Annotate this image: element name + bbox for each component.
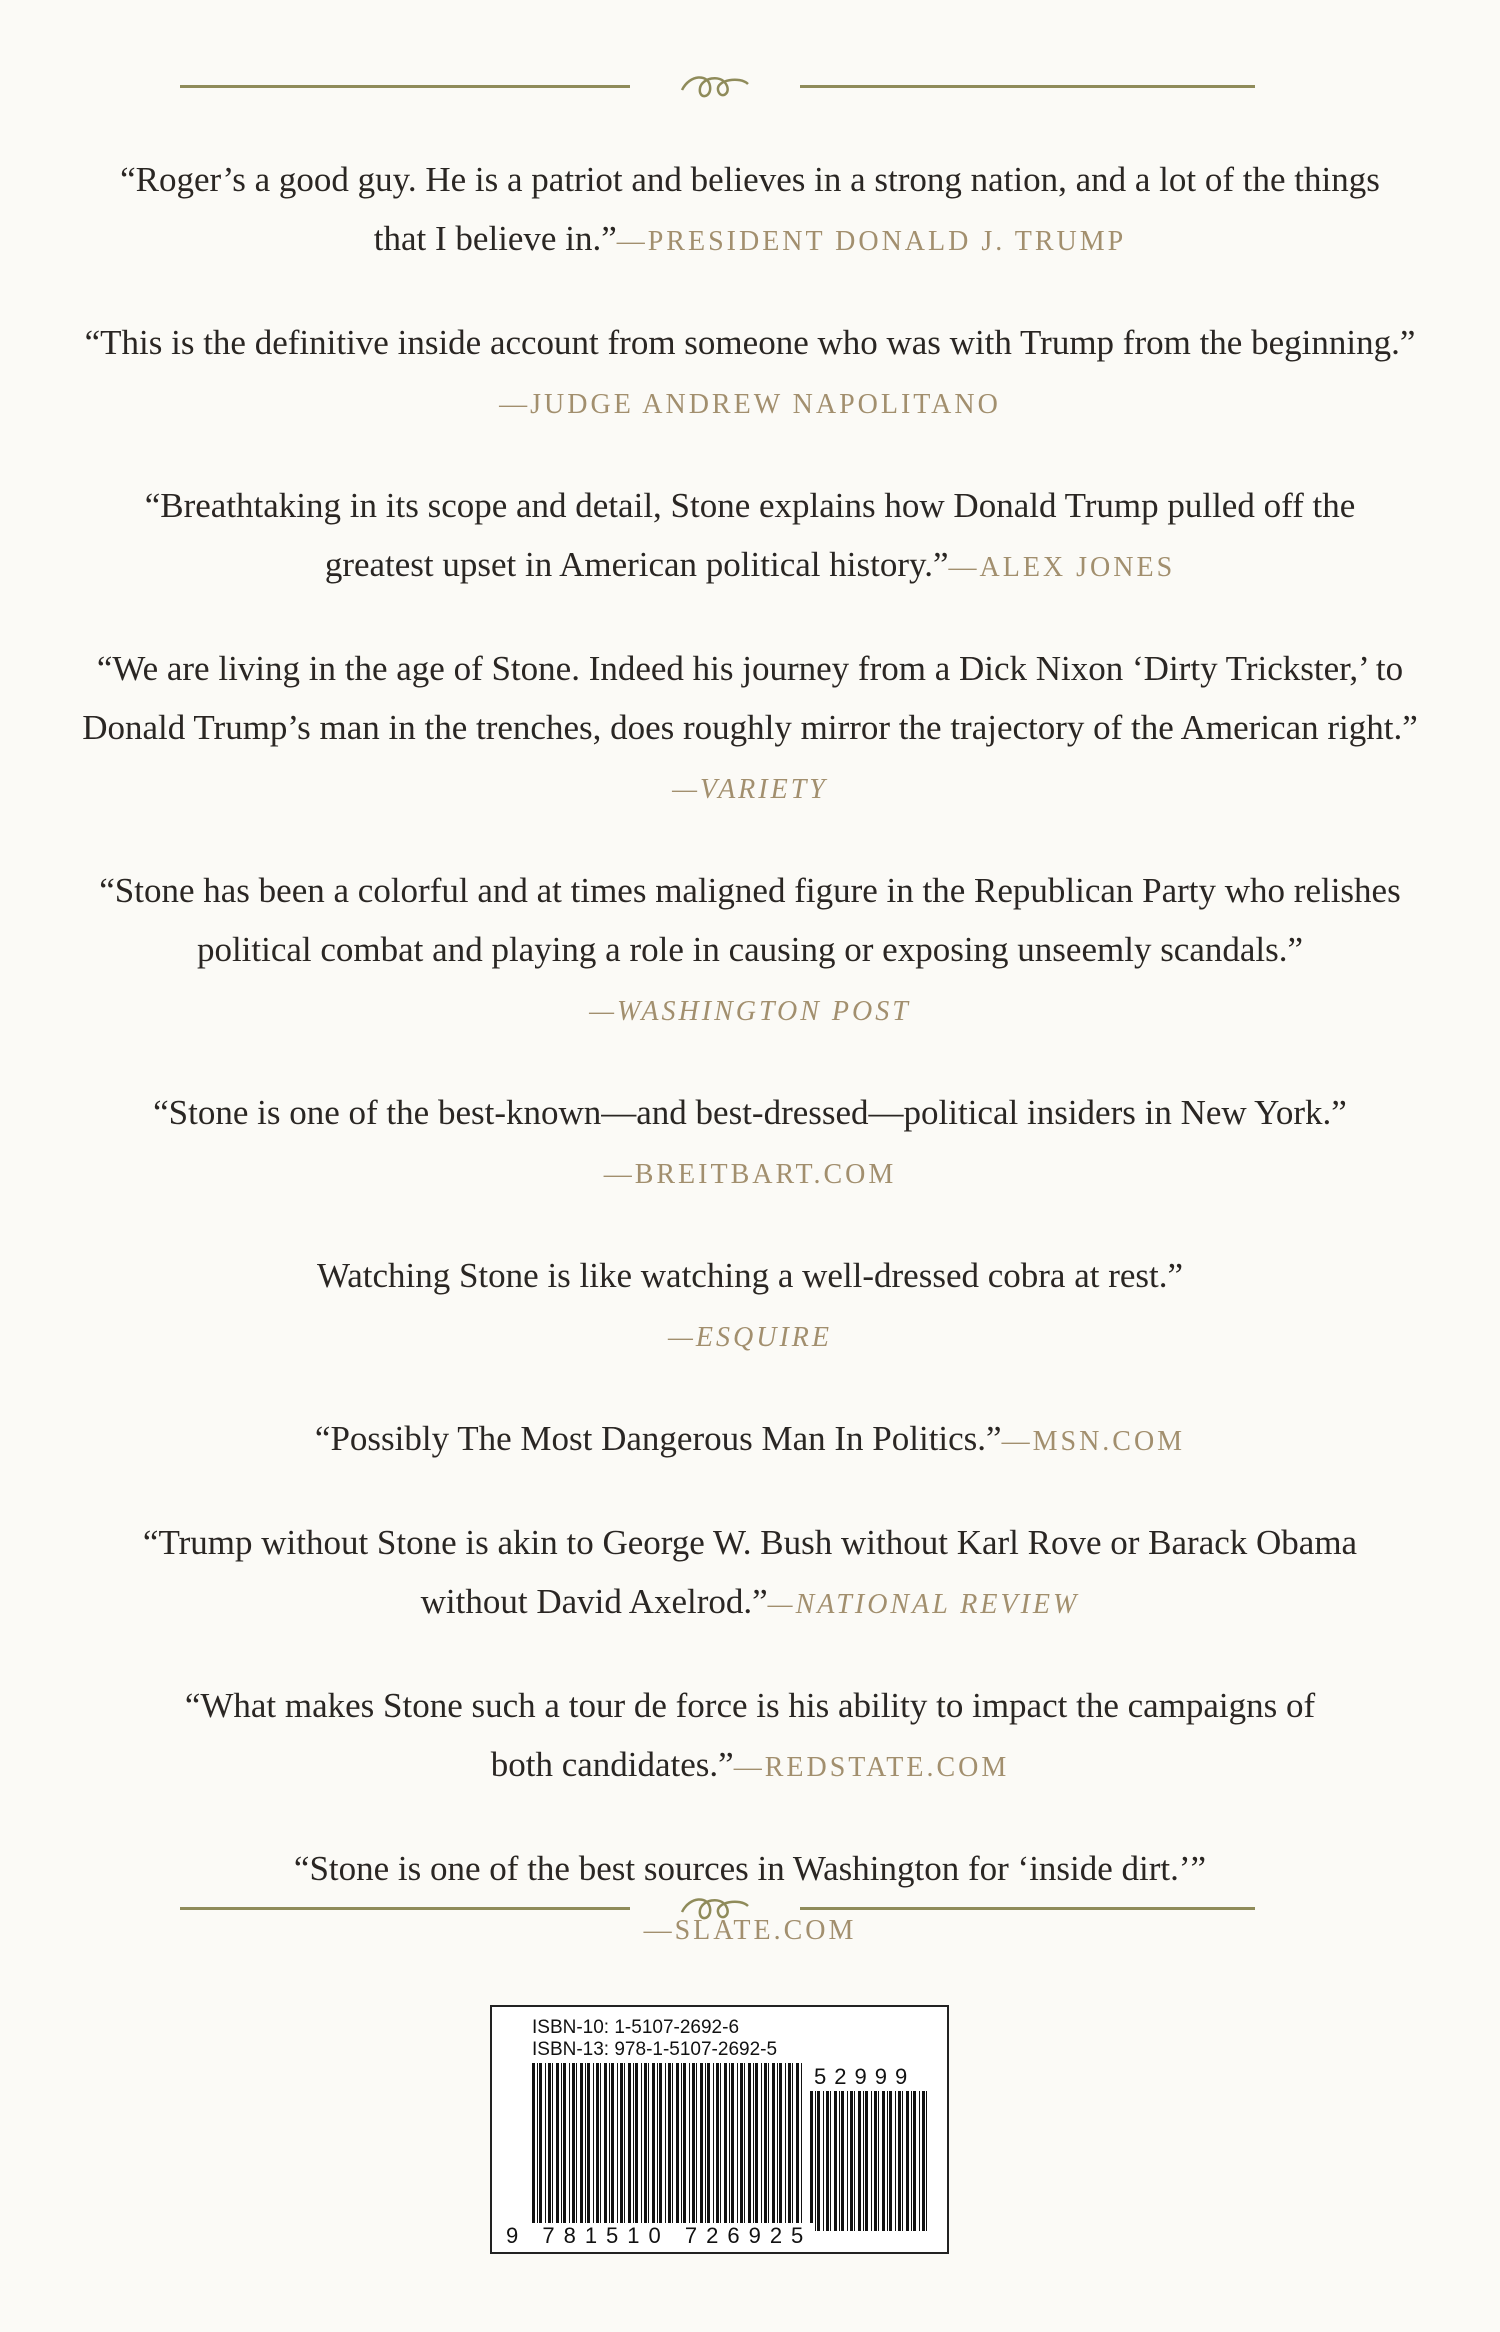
quote xyxy=(0,150,1500,271)
quote-text: both candidates.” xyxy=(490,1745,734,1784)
quote-attribution: —VARIETY xyxy=(672,774,828,805)
quote-text: “We are living in the age of Stone. Indeed his journey from a Dick Nixon ‘Dirty Trickster,’ to xyxy=(96,649,1404,688)
bottom-divider xyxy=(0,1888,1500,1928)
divider-rule xyxy=(800,1907,1255,1910)
divider-rule xyxy=(800,85,1255,88)
quote-attribution: —PRESIDENT DONALD J. TRUMP xyxy=(616,226,1127,257)
quote xyxy=(0,1409,1500,1471)
quote xyxy=(0,639,1500,819)
quote-text: “Stone is one of the best sources in Washington for ‘inside dirt.’” xyxy=(293,1849,1207,1888)
quote-text: Watching Stone is like watching a well-dressed cobra at rest.” xyxy=(316,1256,1184,1295)
isbn-10: ISBN-10: 1-5107-2692-6 xyxy=(532,2017,740,2038)
quote xyxy=(0,861,1500,1041)
quote-attribution: —NATIONAL REVIEW xyxy=(767,1589,1080,1620)
top-divider xyxy=(0,66,1500,106)
quote-text: “Stone is one of the best-known—and best-dressed—political insiders in New York.” xyxy=(153,1093,1347,1132)
quote-text: “Possibly The Most Dangerous Man In Politics.” xyxy=(314,1419,1002,1458)
quote-text: Donald Trump’s man in the trenches, does roughly mirror the trajectory of the American right.” xyxy=(82,708,1418,747)
quote-text: political combat and playing a role in causing or exposing unseemly scandals.” xyxy=(196,930,1304,969)
barcode-bars-icon xyxy=(532,2063,802,2228)
quote-attribution: —BREITBART.COM xyxy=(603,1159,897,1190)
quote-text: “This is the definitive inside account from someone who was with Trump from the beginning.” xyxy=(84,323,1416,362)
swash-ornament-icon xyxy=(660,1888,770,1928)
barcode-digits: 9 781510 726925 xyxy=(506,2223,813,2248)
quote-text: without David Axelrod.” xyxy=(420,1582,768,1621)
quote xyxy=(0,476,1500,597)
price-code: 52999 xyxy=(814,2064,916,2089)
quote-text: “What makes Stone such a tour de force is his ability to impact the campaigns of xyxy=(184,1686,1316,1725)
quote-text: greatest upset in American political history.” xyxy=(324,545,949,584)
quote xyxy=(0,1513,1500,1634)
divider-rule xyxy=(180,1907,630,1910)
quote xyxy=(0,313,1500,434)
quote-text: “Breathtaking in its scope and detail, Stone explains how Donald Trump pulled off the xyxy=(144,486,1356,525)
quote-attribution: —MSN.COM xyxy=(1001,1426,1186,1457)
quote-attribution: —SLATE.COM xyxy=(643,1915,857,1946)
quote-attribution: —REDSTATE.COM xyxy=(733,1752,1010,1783)
isbn-barcode xyxy=(490,2005,949,2254)
quote-text: “Stone has been a colorful and at times maligned figure in the Republican Party who relishes xyxy=(99,871,1401,910)
quote-attribution: —ALEX JONES xyxy=(948,552,1176,583)
price-barcode-bars-icon xyxy=(810,2091,930,2231)
quote-attribution: —JUDGE ANDREW NAPOLITANO xyxy=(499,389,1001,420)
quote-attribution: —ESQUIRE xyxy=(668,1322,832,1353)
swash-ornament-icon xyxy=(660,66,770,106)
quote xyxy=(0,1083,1500,1204)
isbn-13: ISBN-13: 978-1-5107-2692-5 xyxy=(532,2039,778,2060)
quote-text: “Roger’s a good guy. He is a patriot and believes in a strong nation, and a lot of the things xyxy=(120,160,1380,199)
quote-text: “Trump without Stone is akin to George W. Bush without Karl Rove or Barack Obama xyxy=(142,1523,1358,1562)
endorsement-quotes xyxy=(0,150,1500,2002)
divider-rule xyxy=(180,85,630,88)
quote-attribution: —WASHINGTON POST xyxy=(589,996,911,1027)
quote-text: that I believe in.” xyxy=(373,219,617,258)
quote xyxy=(0,1246,1500,1367)
quote xyxy=(0,1676,1500,1797)
